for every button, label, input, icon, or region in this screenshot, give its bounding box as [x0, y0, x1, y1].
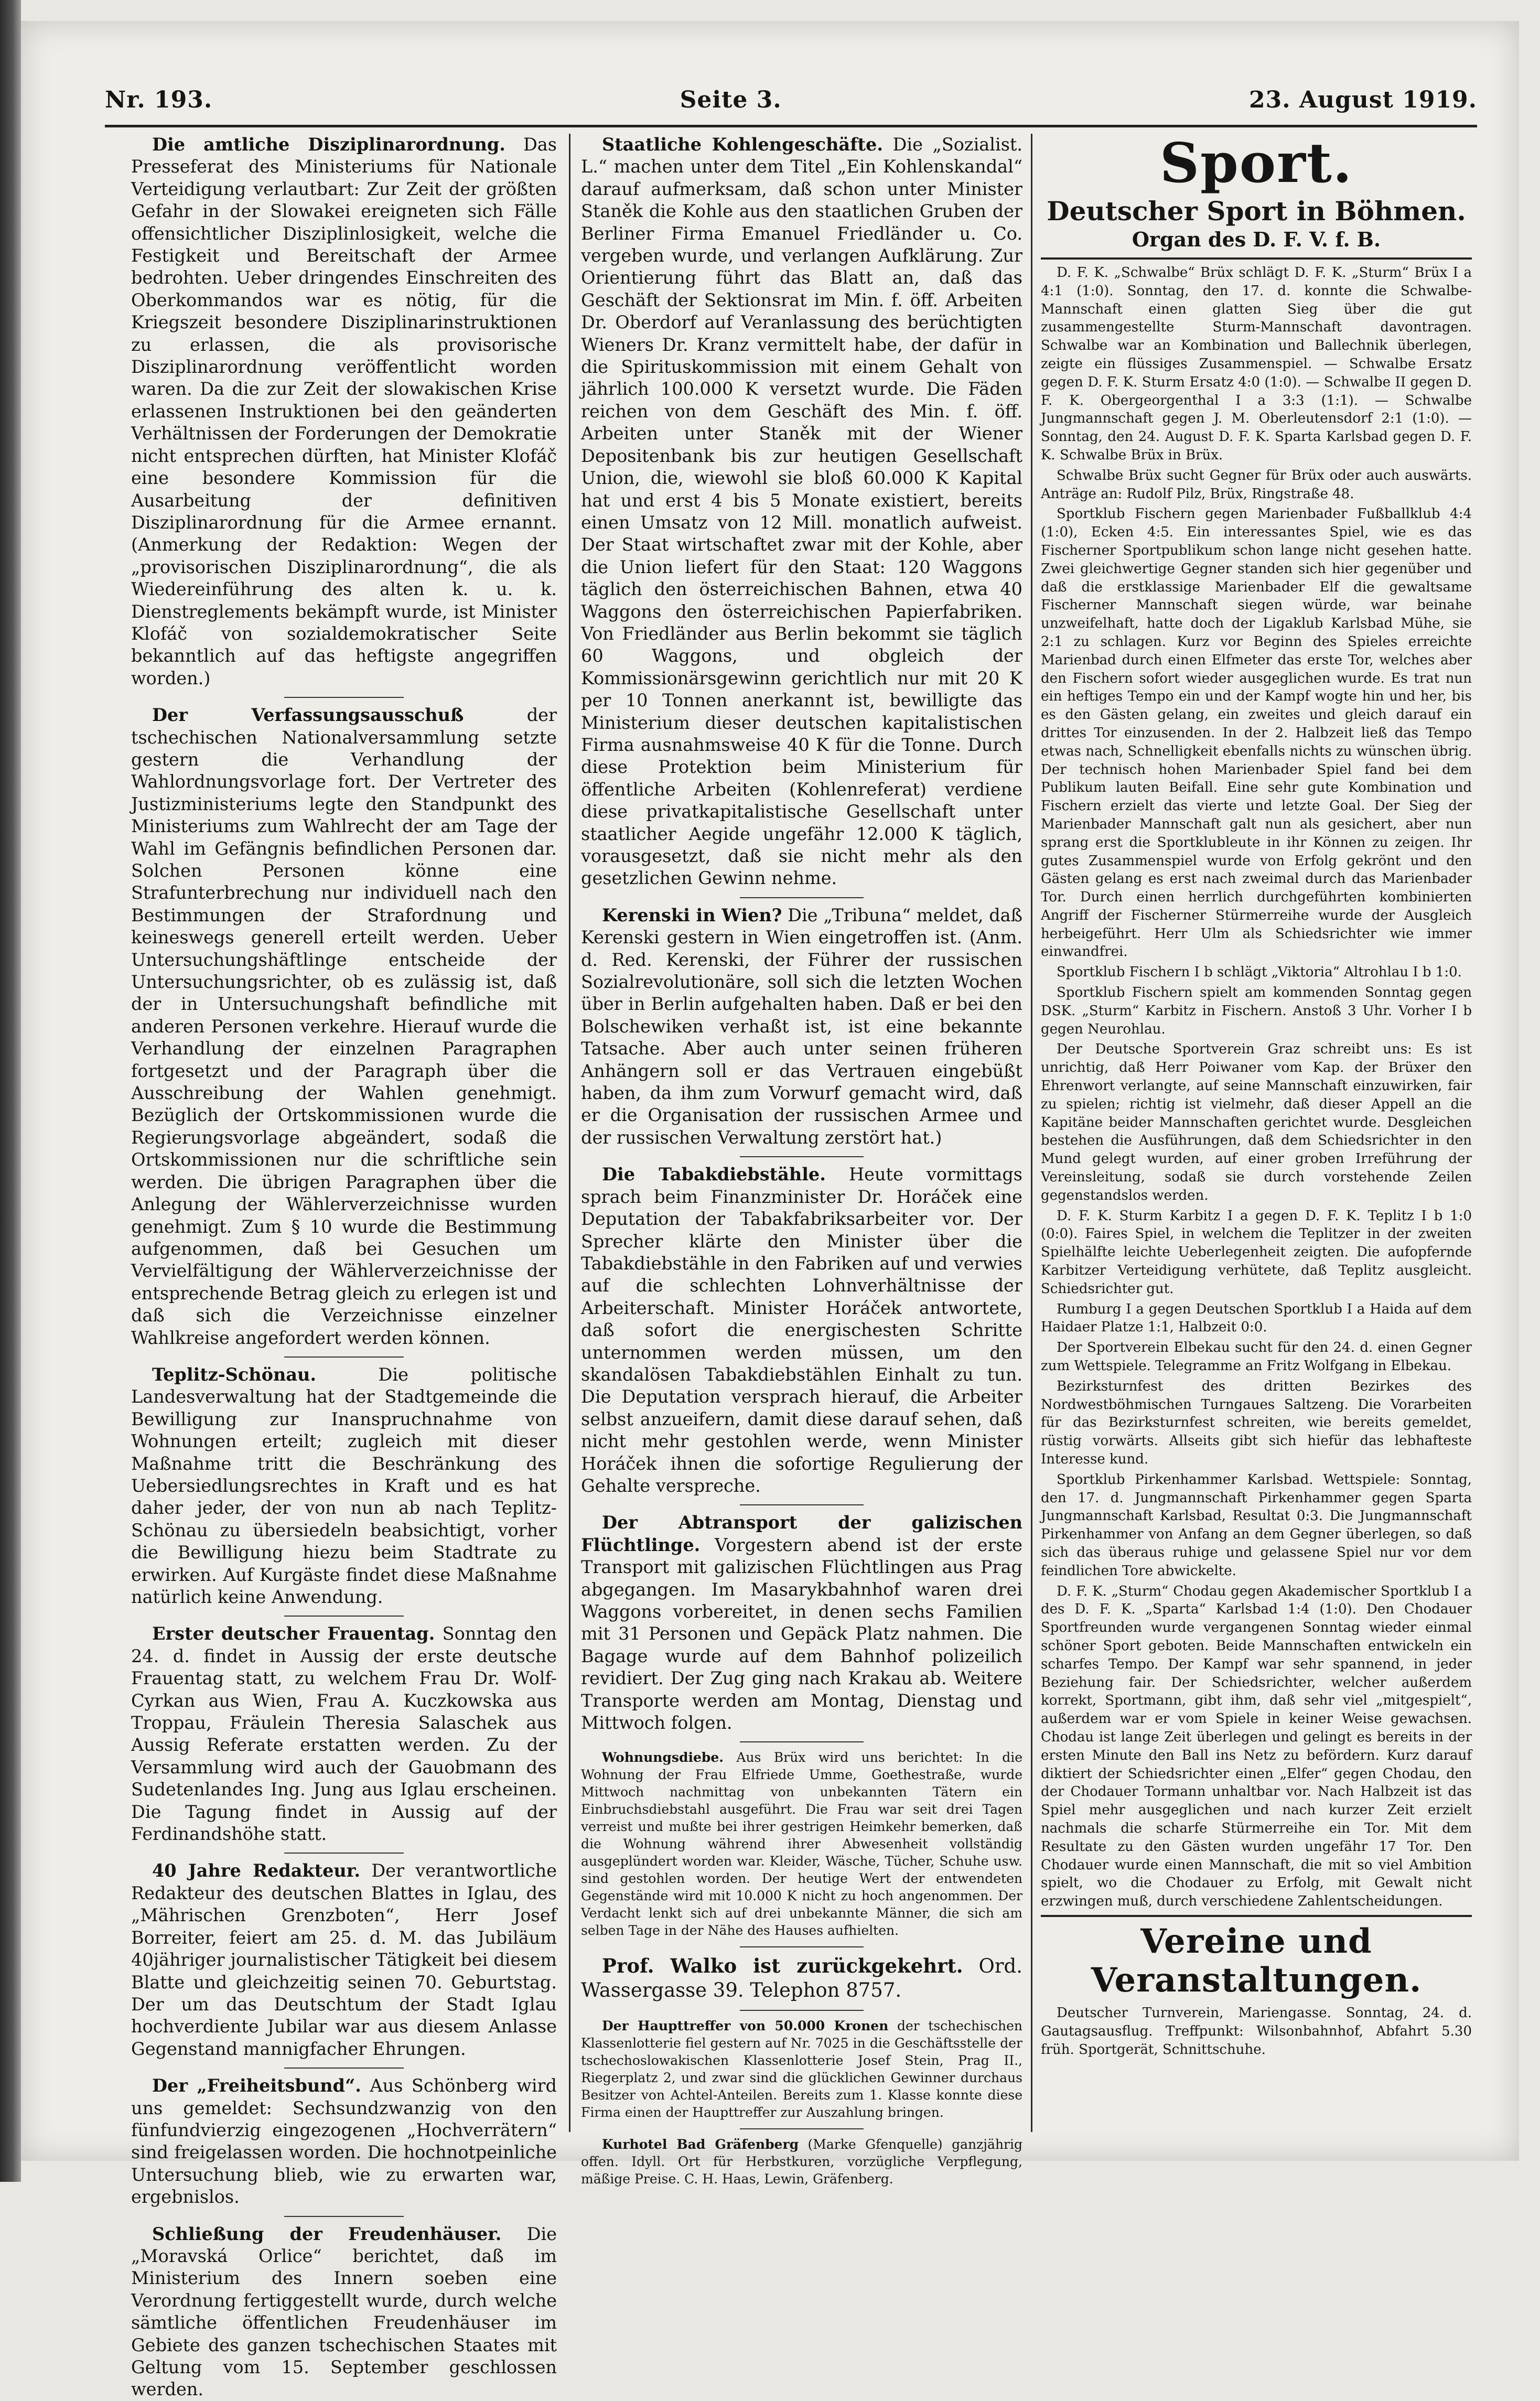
sport-report: Bezirksturnfest des dritten Bezirkes des Nordwestböhmischen Turngaues Saltzeng. Die Vorarbeiten für das Bezirksturnfest schreiten, wie bereits gemeldet, rüstig vorwärts. Allseits gibt sich hiefür das lebhafteste Interesse kund. — [1041, 1378, 1472, 1467]
article-body: Die „Tribuna“ meldet, daß Kerenski gestern in Wien eingetroffen ist. (Anm. d. Red. Kerenski, der Führer der russischen Sozialrevolutionäre, soll sich die letzten Wochen über in Berlin aufgehalten haben. Daß er bei den Bolschewiken verhaßt ist, ist eine bekannte Tatsache. Aber auch unter seinen früheren Anhängern soll er das Vertrauen eingebüßt haben, da ihm zum Vorwurf gemacht wird, daß er die Organisation der russischen Armee und der russischen Verwaltung zerstört hat.) — [581, 905, 1022, 1148]
article — [131, 704, 557, 1349]
article-body: der tschechischen Nationalversammlung setzte gestern die Verhandlung der Wahlordnungsvorlage fort. Der Vertreter des Justizministeriums legte den Standpunkt des Ministeriums zum Wahlrecht der am Tage der Wahl im Gefängnis befindlichen Personen dar. Solchen Personen könne eine Strafunterbrechung nur individuell nach den Bestimmungen der Strafordnung und keineswegs generell erteilt werden. Ueber Untersuchungshäftlinge entscheide der Untersuchungsrichter, ob es zulässig ist, daß der in Untersuchungshaft befindliche mit anderen Personen verkehre. Hierauf wurde die Verhandlung der einzelnen Paragraphen fortgesetzt und der Paragraph über die Ausschreibung der Wahlen genehmigt. Bezüglich der Ortskommissionen wurde die Regierungsvorlage abgeändert, sodaß die Ortskommissionen nur die schriftliche sein werden. Die übrigen Paragraphen über die Anlegung der Wählerverzeichnisse wurden genehmigt. Zum § 10 wurde die Bestimmung aufgenommen, daß bei Gesuchen um Vervielfältigung der Wählerverzeichnisse der entsprechende Betrag gleich zu erlegen ist und daß sich die Verzeichnisse einzelner Wahlkreise angefordert werden können. — [131, 705, 557, 1348]
vereine-section-title: Vereine und Veranstaltungen. — [1091, 1921, 1422, 2000]
article — [581, 905, 1022, 1149]
page-number: Seite 3. — [680, 86, 782, 113]
article — [131, 134, 557, 690]
article-separator — [740, 2010, 864, 2011]
sport-report: Der Deutsche Sportverein Graz schreibt uns: Es ist unrichtig, daß Herr Poiwaner vom Kap. der Brüxer den Ehrenwort verlangte, auf seine Mannschaft einzuwirken, fair zu spielen; richtig ist vielmehr, daß dieser Appell an die Kapitäne beider Mannschaften gerichtet wurde. Desgleichen bestehen die Ausführungen, daß dem Schiedsrichter in den Mund gelegt wurden, auf einer groben Irreführung der Vereinsleitung, sodaß sie durch vorstehende Zeilen gegenstandslos werden. — [1041, 1041, 1472, 1203]
article-body: Ord. Wassergasse 39. Telephon 8757. — [581, 1955, 1022, 2002]
vereine-items — [1041, 2004, 1472, 2059]
article-separator — [284, 1616, 403, 1617]
article-body: Sonntag den 24. d. findet in Aussig der erste deutsche Frauentag statt, zu welchem Frau Dr. Wolf-Cyrkan aus Wien, Frau A. Kuczkowska aus Troppau, Fräulein Theresia Salaschek aus Aussig Referate erstatten werden. Zu der Versammlung wird auch der Gauobmann des Sudetenlandes Ing. Jung aus Iglau erscheinen. Die Tagung findet in Aussig auf der Ferdinandshöhe statt. — [131, 1623, 557, 1845]
sport-report: Schwalbe Brüx sucht Gegner für Brüx oder auch auswärts. Anträge an: Rudolf Pilz, Brüx, Ringstraße 48. — [1041, 467, 1472, 502]
article-body: Aus Brüx wird uns berichtet: In die Wohnung der Frau Elfriede Umme, Goethestraße, wurde Mittwoch nachmittag von unbekannten Tätern ein Einbruchsdiebstahl ausgeführt. Die Frau war seit drei Tagen verreist und mußte bei ihrer gestrigen Heimkehr bemerken, daß die Wohnung während ihrer Abwesenheit vollständig ausgeplündert worden war. Kleider, Wäsche, Tücher, Schuhe usw. sind gestohlen worden. Der heutige Wert der entwendeten Gegenstände wird mit 10.000 K nicht zu hoch angenommen. Der Verdacht lenkt sich auf drei unbekannte Männer, die sich am selben Tage in der Nähe des Hauses aufhielten. — [581, 1750, 1022, 1939]
section-rule — [1041, 257, 1472, 260]
sport-report: Rumburg I a gegen Deutschen Sportklub I a Haida auf dem Haidaer Platze 1:1, Halbzeit 0:0. — [1041, 1301, 1472, 1336]
article — [131, 2223, 557, 2401]
article-separator — [740, 1156, 864, 1157]
article — [581, 134, 1022, 890]
article-body: der tschechischen Klassenlotterie fiel gestern auf Nr. 7025 in die Geschäftsstelle der tschechoslowakischen Klassenlotterie Josef Stein, Prag II., Riegerplatz 2, und zwar sind die glücklichen Gewinner durchaus Besitzer von Achtel-Anteilen. Bereits zum 1. Klasse konnte diese Firma einen der Haupttreffer zur Auszahlung bringen. — [581, 2018, 1022, 2120]
article-headline: Schließung der Freudenhäuser. — [152, 2223, 502, 2244]
article-body: Heute vormittags sprach beim Finanzminister Dr. Horáček eine Deputation der Tabakfabriksarbeiter vor. Der Sprecher klärte den Minister über die Tabakdiebstähle in den Fabriken auf und verwies auf die schlechten Lohnverhältnisse der Arbeiterschaft. Minister Horáček antwortete, daß sofort die energischesten Schritte unternommen werden müssen, um den skandalösen Tabakdiebstählen Einhalt zu tun. Die Deputation versprach hierauf, die Arbeiter selbst anzueifern, damit diese darauf sehen, daß nicht mehr gestohlen werde, wenn Minister Horáček ihnen die sofortige Regulierung der Gehalte verspreche. — [581, 1164, 1022, 1496]
sport-report: Der Sportverein Elbekau sucht für den 24. d. einen Gegner zum Wettspiele. Telegramme an Fritz Wolfgang in Elbekau. — [1041, 1340, 1472, 1374]
article — [581, 2017, 1022, 2121]
article-separator — [284, 1356, 403, 1358]
sport-items — [1041, 264, 1472, 1911]
article-body: Das Presseferat des Ministeriums für Nationale Verteidigung verlautbart: Zur Zeit der größten Gefahr in der Slowakei ereigneten sich Fälle offensichtlicher Disziplinlosigkeit, welche die Festigkeit und Bereitschaft der Armee bedrohten. Ueber dringendes Einschreiten des Oberkommandos war es nötig, für die Kriegszeit besondere Disziplinarinstruktionen zu erlassen, die als provisorische Disziplinarordnung veröffentlicht worden waren. Da die zur Zeit der slowakischen Krise erlassenen Instruktionen bei den geänderten Verhältnissen der Forderungen der Demokratie nicht entsprechen dürften, hat Minister Klofáč eine besondere Kommission für die Ausarbeitung der definitiven Disziplinarordnung für die Armee ernannt. (Anmerkung der Redaktion: Wegen der „provisorischen Disziplinarordnung“, die als Wiedereinführung des alten k. u. k. Dienstreglements bekämpft wurde, ist Minister Klofáč von sozialdemokratischer Seite bekanntlich auf das heftigste angegriffen worden.) — [131, 134, 557, 688]
masthead-rule — [105, 125, 1477, 127]
article-separator — [284, 1853, 403, 1854]
column-1 — [131, 134, 557, 2400]
article — [581, 1512, 1022, 1734]
column-divider — [1031, 134, 1032, 2132]
article-headline: Der Haupttreffer von 50.000 Kronen — [602, 2018, 889, 2034]
article — [131, 1364, 557, 1608]
article-headline: Kurhotel Bad Gräfenberg — [602, 2137, 799, 2152]
article — [581, 1164, 1022, 1497]
article-separator — [284, 2216, 403, 2217]
sport-report: D. F. K. Sturm Karbitz I a gegen D. F. K. Teplitz I b 1:0 (0:0). Faires Spiel, in welchem die Teplitzer in der zweiten Spielhälfte leichte Ueberlegenheit zeigten. Die aufopfernde Karbitzer Verteidigung verhütete, daß Teplitz ausgleicht. Schiedsrichter gut. — [1041, 1208, 1472, 1297]
article-headline: Teplitz-Schönau. — [152, 1364, 317, 1385]
article-separator — [740, 2128, 864, 2129]
issue-number: Nr. 193. — [105, 86, 213, 113]
article-body: Die „Sozialist. L.“ machen unter dem Titel „Ein Kohlenskandal“ darauf aufmerksam, daß schon unter Minister Staněk die Kohle aus den staatlichen Gruben der Berliner Firma Emanuel Friedländer u. Co. vergeben wurde, und verlangen Aufklärung. Zur Orientierung führt das Blatt an, daß das Geschäft der Sektionsrat im Min. f. öff. Arbeiten Dr. Oberdorf auf Veranlassung des berüchtigten Wieners Dr. Kranz vermittelt habe, der dafür in die Spirituskommission mit einem Gehalt von jährlich 100.000 K versetzt wurde. Die Fäden reichen von dem Geschäft des Min. f. öff. Arbeiten unter Staněk mit der Wiener Depositenbank bis zur heutigen Gesellschaft Union, die, wiewohl sie bloß 60.000 K Kapital hat und erst 4 bis 5 Monate existiert, bereits einen Umsatz von 12 Mill. monatlich aufweist. Der Staat wirtschaftet zwar mit der Kohle, aber die Union liefert für den Staat: 120 Waggons täglich den österreichischen Bahnen, etwa 40 Waggons den österreichischen Papierfabriken. Von Friedländer aus Berlin bekommt sie täglich 60 Waggons, und obgleich der Kommissionärsgewinn gerichtlich nur mit 20 K per 10 Tonnen anerkannt ist, bewilligte das Ministerium dieser deutschen kapitalistischen Firma ausnahmsweise 40 K für die Tonne. Durch diese Protektion beim Ministerium für öffentliche Arbeiten (Kohlenreferat) verdiene diese privatkapitalistische Gesellschaft unter staatlicher Aegide ungefähr 12.000 K täglich, vorausgesetzt, daß sie nicht mehr als den gesetzlichen Gewinn nehme. — [581, 134, 1023, 889]
sport-report: Sportklub Fischern spielt am kommenden Sonntag gegen DSK. „Sturm“ Karbitz in Fischern. Anstoß 3 Uhr. Vorher I b gegen Neurohlau. — [1041, 985, 1472, 1037]
article-headline: Der Verfassungsausschuß — [152, 705, 464, 726]
article — [131, 1860, 557, 2060]
sport-section-title: Sport. — [1159, 131, 1353, 195]
article-separator — [740, 1946, 864, 1947]
article-headline: Wohnungsdiebe. — [602, 1750, 724, 1765]
section-rule — [1041, 1915, 1472, 1917]
article-headline: Kerenski in Wien? — [602, 905, 782, 925]
article-body: Die „Moravská Orlice“ berichtet, daß im Ministerium des Innern soeben eine Verordnung fertiggestellt wurde, durch welche sämtliche öffentlichen Freudenhäuser im Gebiete des ganzen tschechischen Staates mit Geltung vom 15. September geschlossen werden. — [131, 2223, 557, 2400]
article — [131, 1623, 557, 1845]
article-separator — [284, 697, 403, 698]
vereine-notice: Deutscher Turnverein, Mariengasse. Sonntag, 24. d. Gautagsausflug. Treffpunkt: Wilsonbahnhof, Abfahrt 5.30 früh. Sportgerät, Schnittschuhe. — [1041, 2005, 1472, 2058]
article-body: Der verantwortliche Redakteur des deutschen Blattes in Iglau, des „Mährischen Grenzboten“, Herr Josef Borreiter, feiert am 25. d. M. das Jubiläum 40jähriger journalistischer Tätigkeit bei diesem Blatte und gleichzeitig seinen 70. Geburtstag. Der um das Deutschtum der Stadt Iglau hochverdiente Jubilar war aus diesem Anlasse Gegenstand mannigfacher Ehrungen. — [131, 1860, 557, 2059]
article-headline: Die Tabakdiebstähle. — [602, 1164, 826, 1185]
column-2 — [581, 134, 1023, 2187]
article-body: Die politische Landesverwaltung hat der Stadtgemeinde die Bewilligung zur Inanspruchnahme von Wohnungen erteilt; zugleich mit dieser Maßnahme tritt die Beschränkung des Uebersiedlungsrechtes in Kraft und es hat daher jeder, der von nun ab nach Teplitz-Schönau zu übersiedeln beabsichtigt, vorher die Bewilligung hiezu beim Stadtrate zu erwirken. Auf Kurgäste findet diese Maßnahme natürlich keine Anwendung. — [131, 1364, 557, 1607]
article-body: Aus Schönberg wird uns gemeldet: Sechsundzwanzig von den fünfundvierzig eingezogenen „Hochverrätern“ sind freigelassen worden. Die hochnotpeinliche Untersuchung blieb, wie zu erwarten war, ergebnislos. — [131, 2075, 557, 2208]
article-headline: Der „Freiheitsbund“. — [152, 2075, 361, 2096]
issue-date: 23. August 1919. — [1249, 86, 1477, 113]
article-separator — [740, 897, 864, 898]
article-headline: Prof. Walko ist zurückgekehrt. — [602, 1954, 963, 1978]
article-body: (Marke Gfenquelle) ganzjährig offen. Idyll. Ort für Herbstkuren, vorzügliche Verpflegung, mäßige Preise. C. H. Haas, Lewin, Gräfenberg. — [581, 2137, 1023, 2187]
article — [131, 2075, 557, 2208]
article-headline: Erster deutscher Frauentag. — [152, 1623, 435, 1644]
masthead — [105, 79, 1477, 121]
column-3-sport — [1041, 131, 1472, 2132]
article-separator — [740, 1504, 864, 1505]
article-separator — [284, 2068, 403, 2069]
article-headline: Der Abtransport der galizischen Flüchtlinge. — [581, 1512, 1022, 1555]
sport-section-organ: Organ des D. F. V. f. B. — [1132, 228, 1381, 251]
article — [581, 1749, 1022, 1939]
article-separator — [740, 1741, 864, 1742]
article-headline: Die amtliche Disziplinarordnung. — [152, 134, 505, 155]
sport-report: Sportklub Fischern I b schlägt „Viktoria“ Altrohlau I b 1:0. — [1057, 964, 1462, 981]
article-body: Vorgestern abend ist der erste Transport mit galizischen Flüchtlingen aus Prag abgegangen. Im Masarykbahnhof waren drei Waggons vorbereitet, in denen sechs Familien mit 31 Personen und Gepäck Platz nahmen. Die Bagage wurde auf dem Bahnhof polizeilich revidiert. Der Zug ging nach Krakau ab. Weitere Transporte werden am Montag, Dienstag und Mittwoch folgen. — [581, 1534, 1022, 1734]
sport-report: Sportklub Pirkenhammer Karlsbad. Wettspiele: Sonntag, den 17. d. Jungmannschaft Pirkenhammer gegen Sparta Jungmannschaft Karlsbad, Resultat 0:3. Die Jungmannschaft Pirkenhammer von Anfang an dem Gegner überlegen, so daß sich das überaus ruhige und gelassene Spiel nur vor dem feindlichen Tore abwickelte. — [1041, 1471, 1472, 1579]
sport-section-subtitle: Deutscher Sport in Böhmen. — [1047, 196, 1466, 227]
article-headline: 40 Jahre Redakteur. — [152, 1860, 360, 1881]
binding-edge — [0, 0, 21, 2182]
column-divider — [569, 134, 570, 2132]
article — [581, 2136, 1022, 2188]
sport-report: Sportklub Fischern gegen Marienbader Fußballklub 4:4 (1:0), Ecken 4:5. Ein interessantes Spiel, wie es das Fischerner Sportpublikum schon lange nicht gesehen hatte. Zwei gleichwertige Gegner standen sich hier gegenüber und daß die erstklassige Marienbader Elf die gewaltsame Fischerner Mannschaft siegen würde, war beinahe unzweifelhaft, hatte doch der Ligaklub Karlsbad Mühe, sie 2:1 zu schlagen. Kurz vor Beginn des Spieles erreichte Marienbad durch einen Elfmeter das erste Tor, welches aber den Fischern sofort wieder ausgeglichen wurde. Es trat nun ein heftiges Tempo ein und der Kampf wogte hin und her, bis es den Gästen gelang, ein zweites und gleich darauf ein drittes Tor einzusenden. In der 2. Halbzeit ließ das Tempo etwas nach, Schnelligkeit ebenfalls nichts zu wünschen übrig. Der technisch hohen Marienbader Spiel fand bei dem Publikum lauten Beifall. Eine sehr gute Kombination und Fischern erzielt das vierte und letzte Goal. Der Sieg der Marienbader Mannschaft galt nun als gesichert, aber nun sprang erst die Sportklubleute in ihr Können zu zeigen. Ihr gutes Zusammenspiel wurde von Erfolg gekrönt und den Gästen gelang es erst nach zweimal durch das Marienbader Tor. Durch einen herrlich durchgeführten kombinierten Angriff der Fischerner Stürmerreihe wurde der Ausgleich herbeigeführt. Herr Ulm als Schiedsrichter wie immer einwandfrei. — [1041, 506, 1472, 960]
article — [581, 1954, 1022, 2002]
sport-report: D. F. K. „Sturm“ Chodau gegen Akademischer Sportklub I a des D. F. K. „Sparta“ Karlsbad 1:4 (1:0). Den Chodauer Sportfreunden wurde vergangenen Sonntag wieder einmal schöner Sport geboten. Beide Mannschaften entwickeln ein scharfes Tempo. Der Kampf war sehr spannend, in jeder Beziehung fair. Der Schiedsrichter, welcher außerdem korrekt, Sportmann, gibt ihm, daß sehr viel „mitgespielt“, außerdem war er vom Spiele in keiner Weise gewachsen. Chodau ist lange Zeit überlegen und gelingt es bereits in der ersten Minute den Ball ins Netz zu befördern. Kurz darauf diktiert der Schiedsrichter einen „Elfer“ gegen Chodau, den der Chodauer Tormann unhaltbar vor. Nach Halbzeit ist das Spiel mehr ausgeglichen und nach kurzer Zeit erzielt nachmals die scharfe Stürmerreihe ein Tor. Mit dem Resultate zu den Gästen wurden ungefähr 17 Tor. Den Chodauer wurde einen Mannschaft, die mit so viel Ambition spielt, wo die Chodauer zu Erfolg, mit Gewalt nicht erzwingen muß, durch verschiedene Zahlentscheidungen. — [1041, 1583, 1472, 1910]
sport-report: D. F. K. „Schwalbe“ Brüx schlägt D. F. K. „Sturm“ Brüx I a 4:1 (1:0). Sonntag, den 17. d. konnte die Schwalbe-Mannschaft einen glatten Sieg über die gut zusammengestellte Sturm-Mannschaft davontragen. Schwalbe war an Kombination und Ballechnik überlegen, zeigte ein flüssiges Zusammenspiel. — Schwalbe Ersatz gegen D. F. K. Sturm Ersatz 4:0 (1:0). — Schwalbe II gegen D. F. K. Obergeorgenthal I a 3:3 (1:1). — Schwalbe Jungmannschaft gegen J. M. Oberleutensdorf 2:1 (1:0). — Sonntag, den 24. August D. F. K. Sparta Karlsbad gegen D. F. K. Schwalbe Brüx in Brüx. — [1041, 265, 1472, 463]
article-headline: Staatliche Kohlengeschäfte. — [602, 134, 884, 155]
